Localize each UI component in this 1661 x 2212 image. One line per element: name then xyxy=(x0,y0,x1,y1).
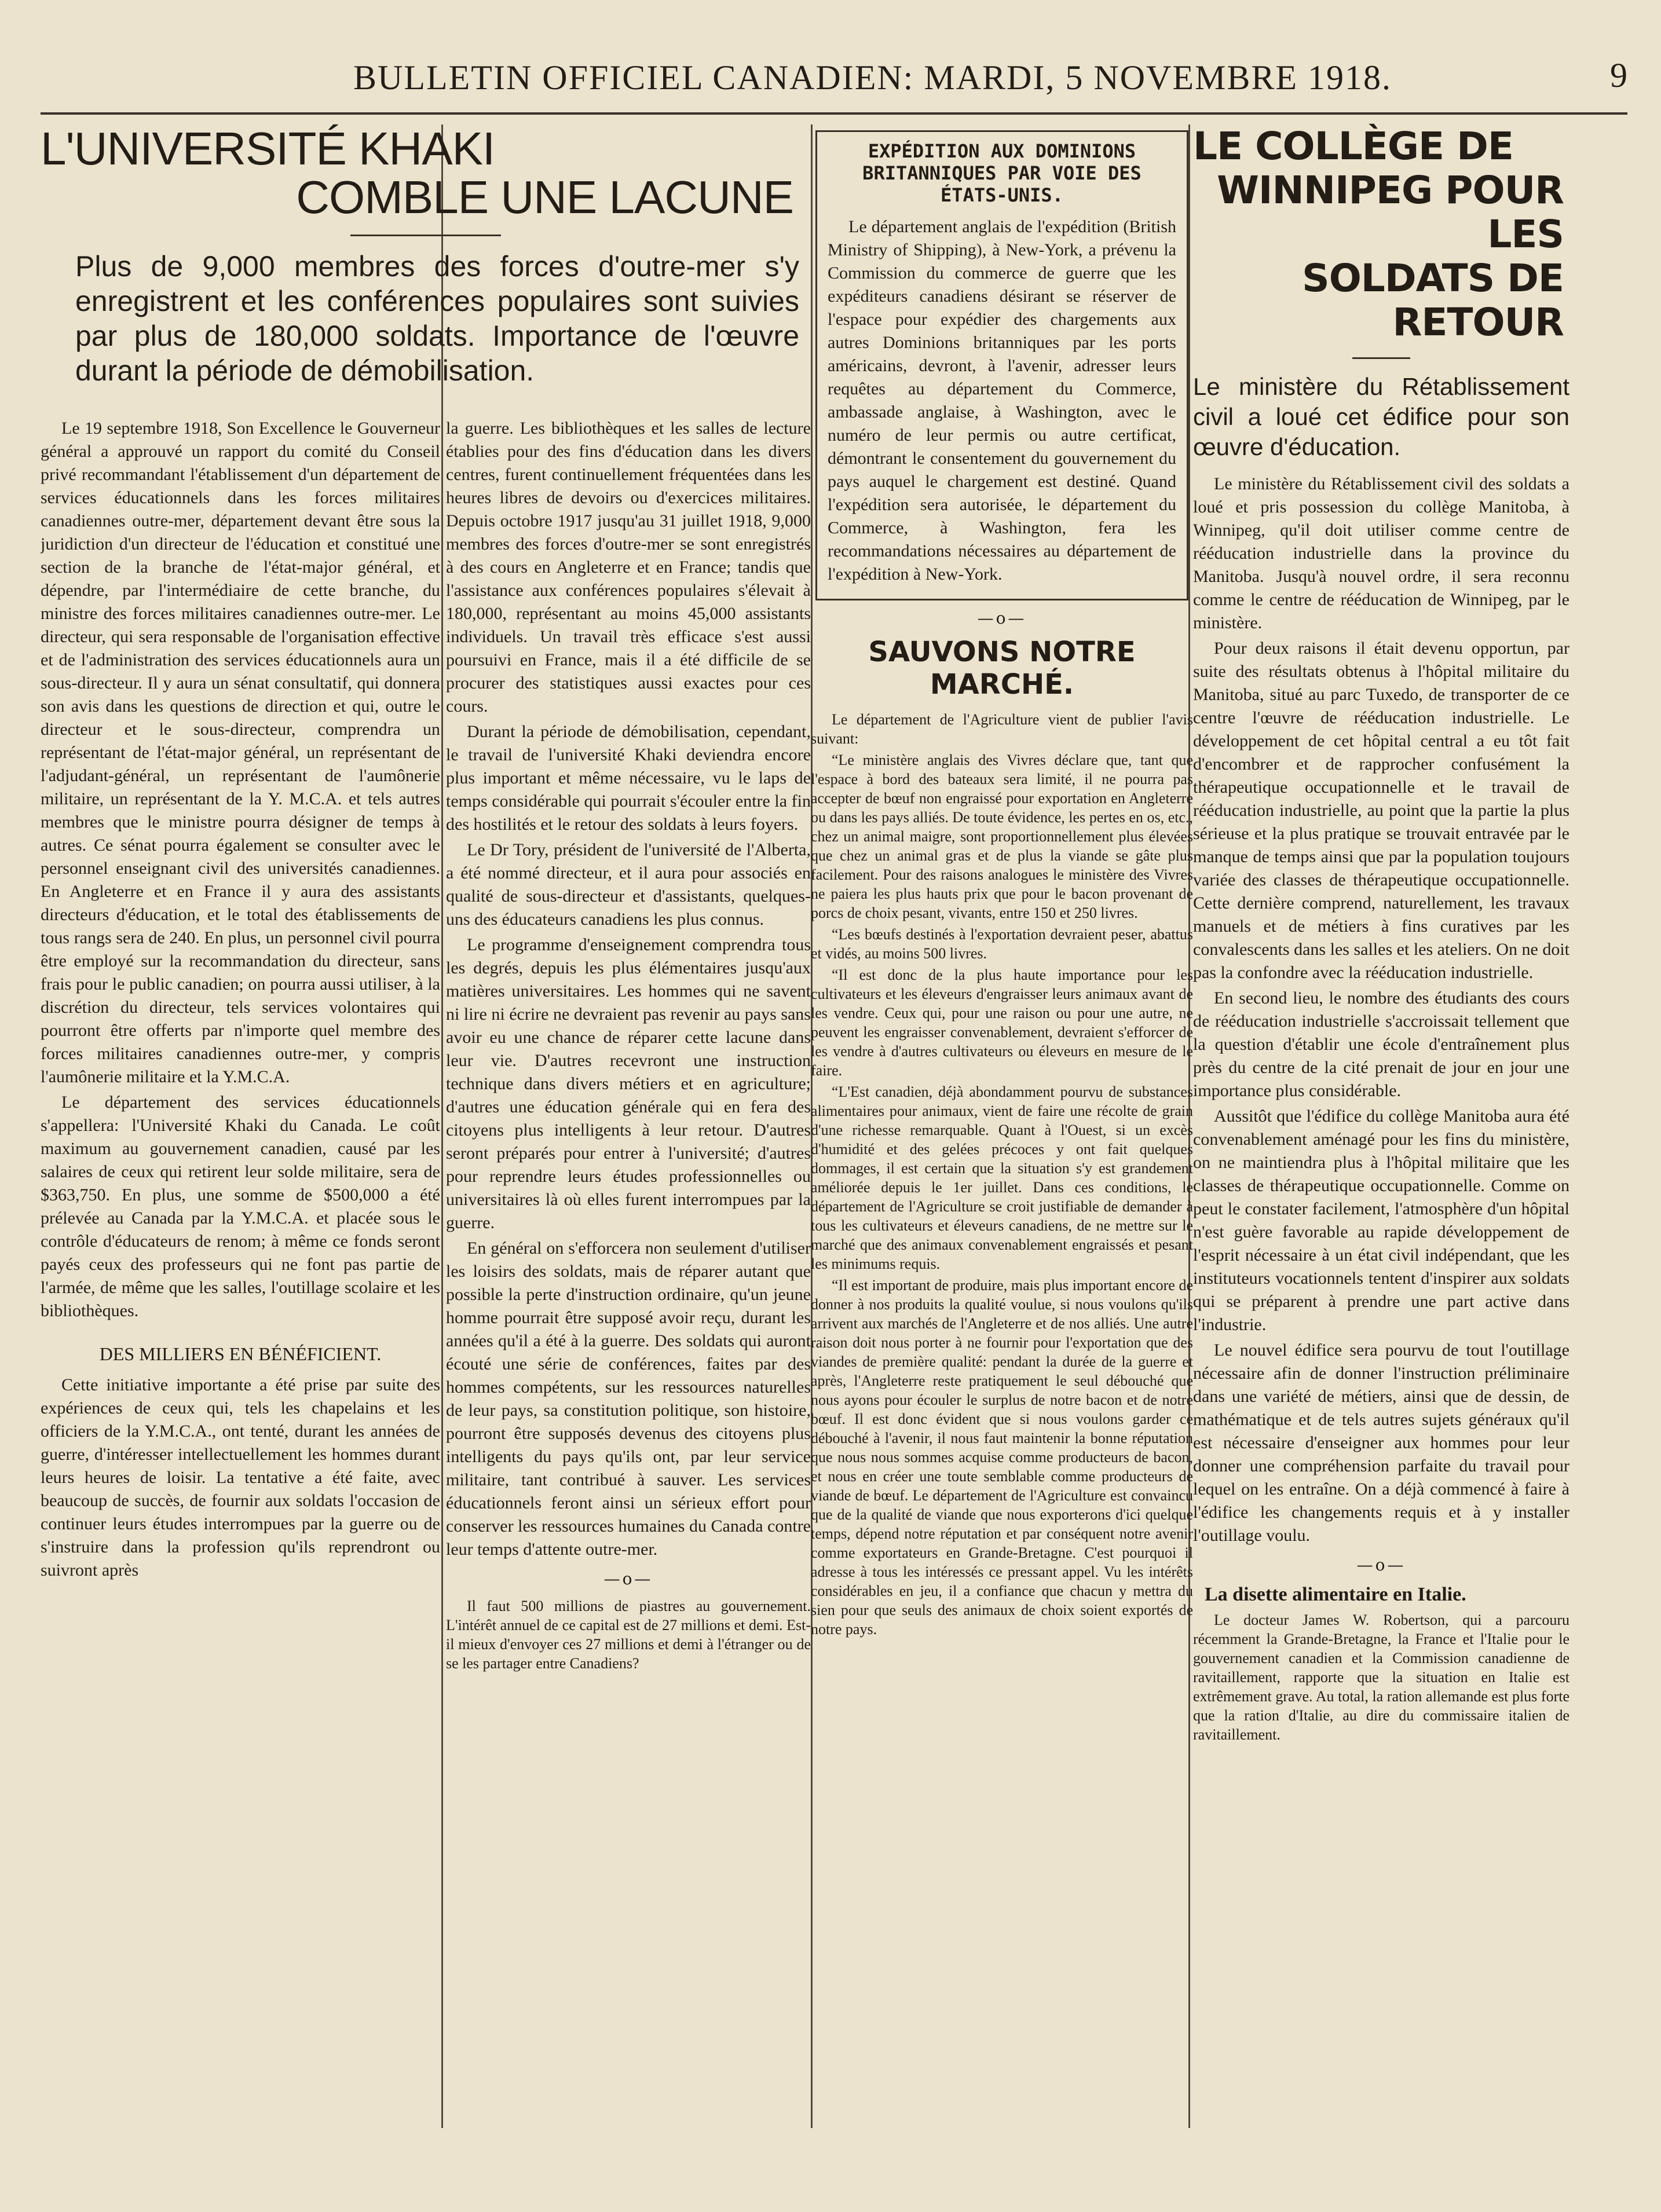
college-paragraph: Le nouvel édifice sera pourvu de tout l'outillage nécessaire afin de donner l'instruction préliminaire dans une variété de métiers, ainsi que de dessin, de mathématique et de tels autres sujets généraux qu'il est nécessaire d'enseigner aux hommes pour leur donner une compréhension parfaite du travail pour lequel on les entraîne. On a déjà commencé à faire à l'édifice les changements requis et à y installer l'outillage voulu. xyxy=(1193,1341,1569,1545)
college-paragraph: Aussitôt que l'édifice du collège Manitoba aura été convenablement aménagé pour les fins du ministère, on ne maintiendra plus à l'hôpital militaire que les classes de thérapeutique occupationnelle. Comme on peut le constater facilement, l'atmosphère d'un hôpital n'est guère favorable au rapide développement de l'esprit nécessaire à un état civil indépendant, que les instituteurs vocationnels tentent d'inspirer aux soldats qui se préparent à prendre une part active dans l'industrie. xyxy=(1193,1107,1569,1334)
marche-paragraph: “Il est donc de la plus haute importance pour les cultivateurs et les éleveurs d'engraisser leurs animaux avant de les vendre. Ceux qui, pour une raison ou pour une autre, ne peuvent les engraisser convenablement, devraient s'efforcer de les vendre à d'autres cultivateurs ou éleveurs en mesure de le faire. xyxy=(811,966,1193,1079)
article-paragraph: Cette initiative importante a été prise par suite des expériences de ceux qui, tels les chapelains et les officiers de la Y.M.C.A., ont tenté, durant les années de guerre, d'intéresser intellectuellement les hommes durant leurs heures de loisir. La tentative a été faite, avec beaucoup de succès, de fournir aux soldats l'occasion de continuer leurs études interrompues par la guerre ou de s'instruire dans la profession qu'ils reprendront ou suivront après xyxy=(41,1375,440,1580)
article-paragraph: Le 19 septembre 1918, Son Excellence le Gouverneur général a approuvé un rapport du comité du Conseil privé recommandant l'établissement d'un département de services éducationnels dans les forces militaires canadiennes outre-mer, département devant être sous la juridiction d'un directeur de l'éducation et constitué une section de la branche de l'état-major général, et dépendre, par l'intermédiaire de cette branche, du ministre des forces militaires canadiennes outre-mer. Le directeur, qui sera responsable de l'organisation effective et de l'administration des services éducationnels aura un sous-directeur. Il y aura un sénat consultatif, qui donnera son avis dans les questions de direction et qui, outre le directeur et le sous-directeur, comprendra un représentant de l'état-major général, un représentant de l'adjudant-général, un représentant de l'aumônerie militaire, un représentant de la Y. M.C.A. et tels autres membres que le ministre pourra désigner de temps à autres. Ce sénat pourra également se consulter avec le personnel enseignant civil des universités canadiennes. En Angleterre et en France il y aura des assistants directeurs d'éducation, et le total des établissements de tous rangs sera de 240. En plus, un personnel civil pourra être employé sur la recommandation du directeur, sans frais pour le public canadien; on pourra aussi utiliser, à la discrétion du directeur, tels services volontaires qui pourront être offerts par n'importe quel membre des forces militaires canadiennes outre-mer, y compris l'aumônerie militaire et la Y.M.C.A. xyxy=(41,419,440,1086)
article-paragraph: Le Dr Tory, président de l'université de l'Alberta, a été nommé directeur, et il aura pour associés en qualité de sous-directeur et d'assistants, quelques-uns des éducateurs canadiens les plus connus. xyxy=(446,840,811,929)
italie-body: Le docteur James W. Robertson, qui a parcouru récemment la Grande-Bretagne, la France et l'Italie pour le gouvernement canadien et la Commission canadienne de ravitaillement, rapporte que la situation en Italie est extrêmement grave. Au total, la ration allemande est plus forte que la ration d'Italie, au dire du commissaire italien de ravitaillement. xyxy=(1193,1612,1569,1743)
article-subhead: DES MILLIERS EN BÉNÉFICIENT. xyxy=(99,1343,382,1364)
ornament-divider: —o— xyxy=(977,609,1027,628)
college-deck: Le ministère du Rétablissement civil a loué cet édifice pour son œuvre d'éducation. xyxy=(1193,373,1569,460)
expedition-box xyxy=(815,130,1188,600)
article-paragraph: Durant la période de démobilisation, cependant, le travail de l'université Khaki deviendra encore plus important et même nécessaire, vu le laps de temps considérable qui pourrait s'écouler entre la fin des hostilités et le retour des soldats à leurs foyers. xyxy=(446,722,811,834)
college-paragraph: Le ministère du Rétablissement civil des soldats a loué et pris possession du collège Manitoba, à Winnipeg, qu'il doit utiliser comme centre de rééducation industrielle dans la province du Manitoba. Jusqu'à nouvel ordre, il sera reconnu comme le centre de rééducation de Winnipeg, par le ministère. xyxy=(1193,474,1569,632)
masthead-title: BULLETIN OFFICIEL CANADIEN: MARDI, 5 NOVEMBRE 1918. xyxy=(353,58,1392,97)
college-paragraph: En second lieu, le nombre des étudiants des cours de rééducation industrielle s'accroissait tellement que la question d'établir une école d'entraînement plus près du centre de la cité prenait de jour en jour une importance plus considérable. xyxy=(1193,988,1569,1100)
note-piastres: Il faut 500 millions de piastres au gouvernement. L'intérêt annuel de ce capital est de 27 millions et demi. Est-il mieux d'envoyer ces 27 millions et demi à l'étranger ou de se les partager entre Canadiens? xyxy=(446,1598,811,1672)
college-headline xyxy=(1193,124,1569,345)
marche-paragraph: Le département de l'Agriculture vient de publier l'avis suivant: xyxy=(811,711,1193,747)
marche-paragraph: “Il est important de produire, mais plus important encore de donner à nos produits la qualité voulue, si nous voulons qu'ils arrivent aux marchés de l'Angleterre et de nos alliés. Une autre raison doit nous porter à ne fournir pour l'exportation que des viandes de première qualité: pendant la durée de la guerre et après, l'Angleterre reste pratiquement le seul débouché que nous ayons pour écouler le surplus de notre bacon et de notre bœuf. Il est donc évident que si nous voulons garder ce débouché à l'avenir, il nous faut maintenir la bonne réputation que nous nous sommes acquise comme producteurs de bacon, et nous en créer une toute semblable comme producteurs de viande de bœuf. Le département de l'Agriculture est convaincu que de la qualité de viande que nous exporterons d'ici quelque temps, dépend notre réputation et par conséquent notre avenir comme exportateurs en Grande-Bretagne. C'est pourquoi il adresse à tous les intéressés ce pressant appel. Vu les intérêts considérables en jeu, il a confiance que chacun y mettra du sien pour que seuls des animaux de choix soient exportés de notre pays. xyxy=(811,1277,1193,1638)
ornament-divider: —o— xyxy=(1356,1555,1406,1574)
article-paragraph: Le département des services éducationnels s'appellera: l'Université Khaki du Canada. Le coût maximum au gouvernement canadien, causé par les salaires de ceux qui retirent leur solde militaire, sera de $363,750. En plus, une somme de $500,000 a été prélevée au Canada par la Y.M.C.A. et placée sous le contrôle d'éducateurs de renom; à même ce fonds seront payés ceux des professeurs qui ne font pas partie de l'armée, de même que les salles, l'outillage scolaire et les bibliothèques. xyxy=(41,1093,440,1320)
ornament-divider: —o— xyxy=(603,1569,653,1588)
masthead xyxy=(41,45,1627,115)
college-paragraph: Pour deux raisons il était devenu opportun, par suite des résultats obtenus à l'hôpital militaire du Manitoba, situé au parc Tuxedo, de transporter de ce centre l'œuvre de rééducation industrielle. Le développement de cet hôpital central a eu tôt fait d'encombrer et de rapprocher confusément la thérapeutique occupationnelle et le travail de rééducation industrielle, au point que la partie la plus sérieuse et la plus pratique se trouvait entravée par le manque de temps ainsi que par la population toujours variée des classes de thérapeutique occupationnelle. Cette dernière comprend, naturellement, les travaux manuels et de métiers à fins curatives par les convalescents dans les salles et les ateliers. On ne doit pas la confondre avec la rééducation industrielle. xyxy=(1193,639,1569,982)
italie-headline: La disette alimentaire en Italie. xyxy=(1205,1584,1466,1605)
article-khaki-deck: Plus de 9,000 membres des forces d'outre-mer s'y enregistrent et les conférences populaires sont suivies par plus de 180,000 soldats. Importance de l'œuvre durant la période de démobilisation. xyxy=(75,250,799,387)
headline-rule xyxy=(350,235,501,236)
marche-paragraph: “Les bœufs destinés à l'exportation devraient peser, abattus et vidés, au moins 500 livres. xyxy=(811,926,1193,962)
article-khaki-body-col2 xyxy=(446,417,811,1675)
article-paragraph: En général on s'efforcera non seulement d'utiliser les loisirs des soldats, mais de réparer autant que possible la perte d'instruction ordinaire, qu'un jeune homme pourrait être supposé avoir reçu, durant les années qu'il a été à la guerre. Des soldats qui auront écouté une série de conférences, faites par des hommes compétents, sur les ressources naturelles de leur pays, sa constitution politique, son histoire, pourront être supposés devenus des citoyens plus intelligents du pays qu'ils ont, par leur service militaire, tant contribué à sauver. Les services éducationnels feront ainsi un sérieux effort pour conserver les ressources humaines du Canada contre leur temps d'attente outre-mer. xyxy=(446,1239,811,1559)
article-khaki-column-1 xyxy=(41,124,811,401)
column-3 xyxy=(811,124,1193,1641)
headline-line-2: COMBLE UNE LACUNE xyxy=(296,171,793,223)
college-headline-line-3: SOLDATS DE RETOUR xyxy=(1302,256,1564,345)
article-paragraph: la guerre. Les bibliothèques et les salles de lecture établies pour des fins d'éducation dans les divers centres, furent continuellement fréquentées dans les heures libres de devoirs ou d'exercices militaires. Depuis octobre 1917 jusqu'au 31 juillet 1918, 9,000 membres des forces d'outre-mer se sont enregistrés à des cours en Angleterre et en France; tandis que l'assistance aux conférences populaires s'élevait à 180,000, représentant au moins 45,000 assistants individuels. Un travail très efficace s'est aussi poursuivi en France, mais il a été difficile de se procurer des statistiques aussi exactes pour ces cours. xyxy=(446,419,811,716)
article-khaki-headline xyxy=(41,124,811,222)
marche-headline: SAUVONS NOTRE MARCHÉ. xyxy=(868,636,1136,701)
college-headline-line-1: LE COLLÈGE DE xyxy=(1193,124,1513,169)
article-paragraph: Le programme d'enseignement comprendra tous les degrés, depuis les plus élémentaires jusqu'aux matières universitaires. Les hommes qui ne savent ni lire ni écrire ne devraient pas revenir au pays sans avoir eu une chance de réparer cette lacune dans leur vie. D'autres recevront une instruction technique dans divers métiers et en agriculture; d'autres une éducation générale qui en fera des citoyens plus intelligents à leur retour. D'autres seront préparés pour entrer à l'université; d'autres pour reprendre leurs études professionnelles ou universitaires là où elles furent interrompues par la guerre. xyxy=(446,935,811,1232)
expedition-body: Le département anglais de l'expédition (British Ministry of Shipping), à New-York, a prévenu la Commission du commerce de guerre que les expéditeurs canadiens désirant se réserver de l'espace pour expédier des chargements aux autres Dominions britanniques par les ports américains, devront, à l'avenir, adresser leurs requêtes au département du Commerce, ambassade anglaise, à Washington, avec le numéro de leur permis ou autre certificat, démontrant le consentement du gouvernement du pays auquel le chargement est destiné. Quand l'expédition sera autorisée, le département du Commerce, à Washington, fera les recommandations nécessaires au département de l'expédition à New-York. xyxy=(828,217,1176,584)
expedition-title: EXPÉDITION AUX DOMINIONS BRITANNIQUES PAR VOIE DES ÉTATS-UNIS. xyxy=(862,140,1142,206)
headline-line-1: L'UNIVERSITÉ KHAKI xyxy=(41,123,495,174)
marche-paragraph: “L'Est canadien, déjà abondamment pourvu de substances alimentaires pour animaux, vient de faire une récolte de grain d'une richesse remarquable. Quant à l'Ouest, si un excès d'humidité et des gelées précoces y ont fait quelques dommages, il est certain que la situation s'y est grandement améliorée depuis le 1er juillet. Dans ces conditions, le département de l'Agriculture se croit justifiable de demander à tous les cultivateurs et éleveurs canadiens, de ne mettre sur le marché que des animaux convenablement engraissés et pesant les minimums requis. xyxy=(811,1083,1193,1272)
column-4 xyxy=(1193,124,1569,1746)
college-rule xyxy=(1352,357,1410,359)
marche-paragraph: “Le ministère anglais des Vivres déclare que, tant que l'espace à bord des bateaux sera limité, il ne pourra pas accepter de bœuf non engraissé pour exportation en Angleterre ou dans les pays alliés. De toute évidence, les pertes en os, etc., chez un animal maigre, sont proportionnellement plus élevées que chez un animal gras et de plus la viande se gâte plus facilement. Pour des raisons analogues le ministère des Vivres ne paiera les plus hauts prix que pour le bacon provenant de porcs de choix pesant, vivants, entre 150 et 250 livres. xyxy=(811,752,1193,921)
page-number: 9 xyxy=(1610,56,1627,94)
column-rule-1 xyxy=(441,124,443,2128)
college-headline-line-2: WINNIPEG POUR LES xyxy=(1217,168,1564,257)
article-khaki-body-col1 xyxy=(41,417,440,1584)
